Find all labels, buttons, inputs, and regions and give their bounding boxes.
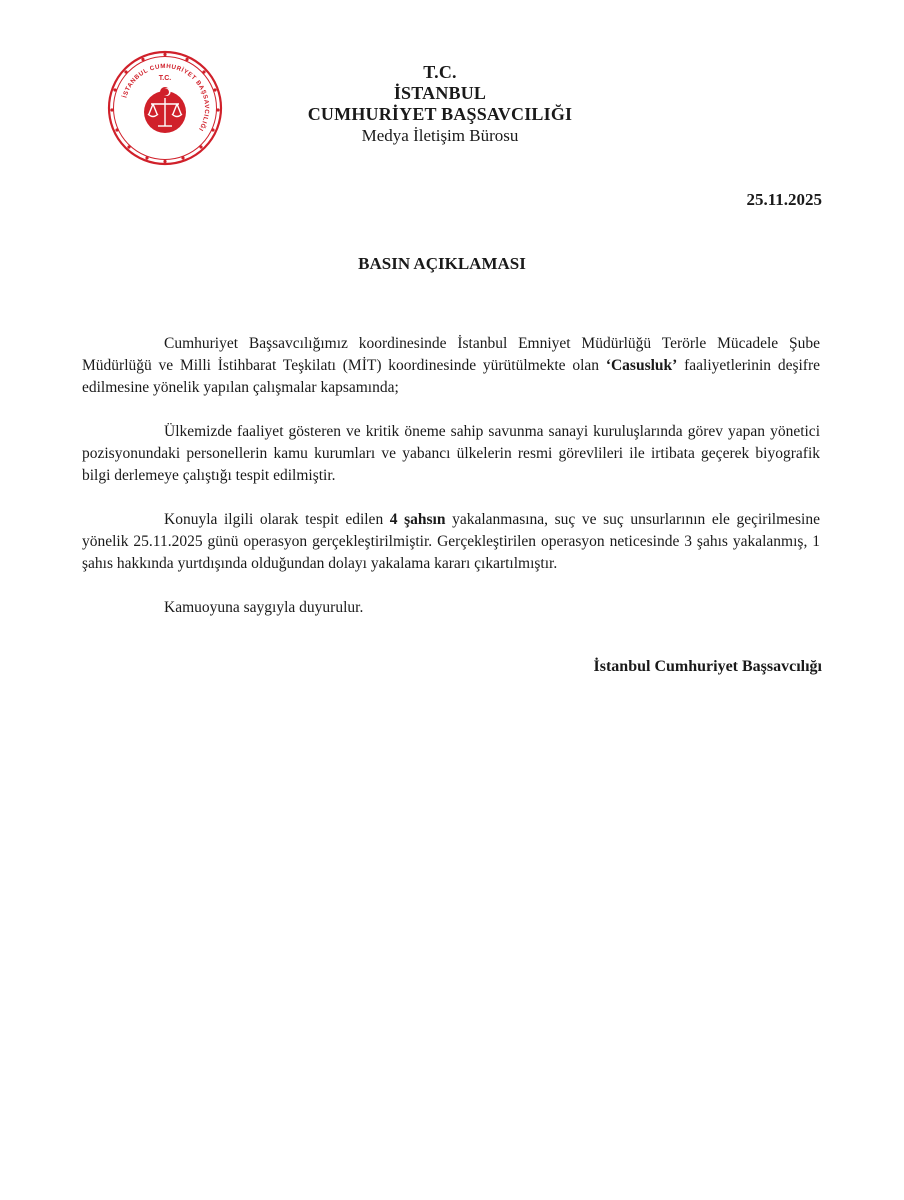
paragraph-3-bold: 4 şahsın (389, 511, 446, 528)
paragraph-1-text-b: faaliyetlerinin deşifre edilmesine yönelik yapılan çalışmalar kapsamında; (82, 357, 820, 396)
document-body (82, 333, 820, 641)
seal-ring-text: İSTANBUL CUMHURİYET BAŞSAVCILIĞI (121, 62, 211, 133)
paragraph-1-bold: ‘Casusluk’ (605, 357, 678, 374)
paragraph-3-text-b: yakalanmasına, suç ve suç unsurlarının ele geçirilmesine yönelik 25.11.2025 günü operasyon gerçekleştirilmiştir. Gerçekleştirilen operasyon neticesinde 3 şahıs yakalanmış, 1 şahıs hakkında yurtdışında olduğundan dolayı yakalama kararı çıkartılmıştır. (82, 511, 820, 572)
paragraph-4: Kamuoyuna saygıyla duyurulur. (164, 599, 364, 616)
letterhead-tc: T.C. (423, 62, 457, 82)
document-date: 25.11.2025 (746, 190, 822, 209)
letterhead-office: CUMHURİYET BAŞSAVCILIĞI (307, 104, 573, 124)
paragraph-3-text-a: Konuyla ilgili olarak tespit edilen (164, 511, 390, 528)
paragraph-2: Ülkemizde faaliyet gösteren ve kritik öneme sahip savunma sanayi kuruluşlarında görev yapan yönetici pozisyonundaki personellerin kamu kurumları ve yabancı ülkelerin resmi görevlileri ile irtibata geçerek biyografik bilgi derlemeye çalıştığı tespit edilmiştir. (82, 423, 820, 484)
paragraph-3 (82, 509, 820, 575)
letterhead-city: İSTANBUL (393, 83, 487, 103)
document-title: BASIN AÇIKLAMASI (358, 254, 526, 273)
prosecutor-office-seal-icon (107, 50, 223, 166)
paragraph-1 (82, 333, 820, 399)
letterhead-department: Medya İletişim Bürosu (361, 126, 519, 145)
paragraph-1-text-a: Cumhuriyet Başsavcılığımız koordinesinde İstanbul Emniyet Müdürlüğü Terörle Mücadele Şube Müdürlüğü ve Milli İstihbarat Teşkilatı (MİT) koordinesinde yürütülmekte olan (82, 335, 820, 374)
seal-top-text: T.C. (158, 75, 172, 82)
letterhead (240, 62, 640, 146)
signature-block: İstanbul Cumhuriyet Başsavcılığı (593, 658, 822, 675)
